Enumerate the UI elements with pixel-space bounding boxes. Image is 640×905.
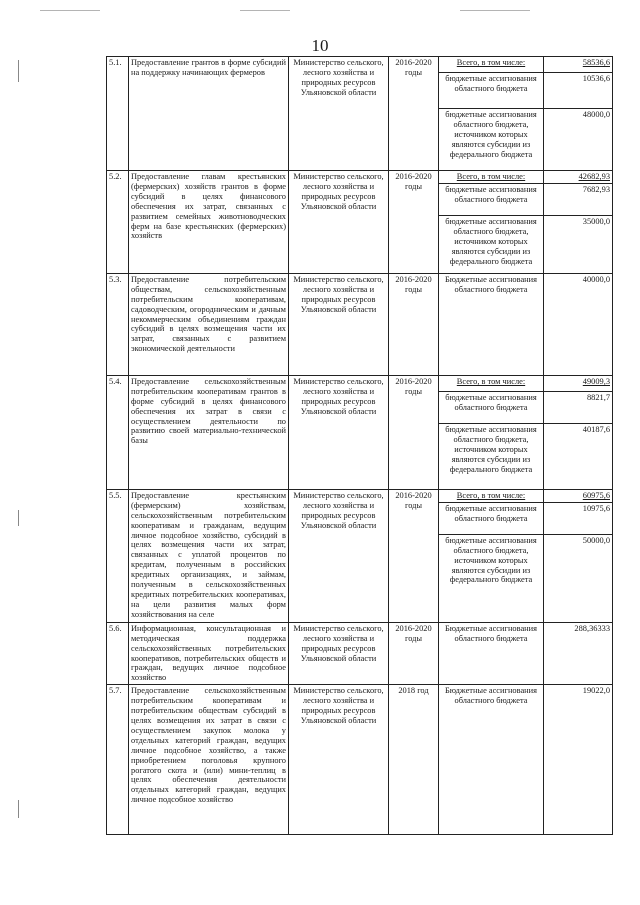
implementation-period: 2016-2020 годы xyxy=(389,273,439,375)
table-row xyxy=(107,375,613,391)
implementation-period: 2016-2020 годы xyxy=(389,171,439,274)
responsible-executor: Министерство сельского, лесного хозяйства и природных ресурсов Ульяновской области xyxy=(289,171,389,274)
scan-artifact xyxy=(18,800,19,818)
responsible-executor: Министерство сельского, лесного хозяйства и природных ресурсов Ульяновской области xyxy=(289,57,389,171)
funding-amount: 58536,6 xyxy=(544,57,613,73)
measure-description: Информационная, консультационная и методическая поддержка сельскохозяйственных потребительских кооперативов, потребительских обществ и граждан, ведущих личное подсобное хозяйство xyxy=(129,622,289,684)
measure-number: 5.4. xyxy=(107,375,129,489)
funding-source: Бюджетные ассигнования областного бюджета xyxy=(439,622,544,684)
funding-amount: 8821,7 xyxy=(544,391,613,423)
funding-source: Всего, в том числе: xyxy=(439,171,544,184)
funding-amount: 7682,93 xyxy=(544,183,613,215)
funding-source: Всего, в том числе: xyxy=(439,375,544,391)
table-body xyxy=(107,57,613,835)
funding-source: Всего, в том числе: xyxy=(439,57,544,73)
table-row xyxy=(107,273,613,375)
measure-description: Предоставление потребительским обществам, сельскохозяйственным потребительским кооперативам, садоводческим, огородническим и дачным некоммерческим объединениям граждан субсидий в целях возмещения части их затрат, связанных с развитием экономической деятельности xyxy=(129,273,289,375)
scan-artifact xyxy=(40,10,100,11)
implementation-period: 2016-2020 годы xyxy=(389,57,439,171)
funding-source: Бюджетные ассигнования областного бюджета xyxy=(439,685,544,835)
table-row xyxy=(107,489,613,502)
funding-amount: 10975,6 xyxy=(544,502,613,534)
measure-number: 5.2. xyxy=(107,171,129,274)
funding-source: бюджетные ассигнования областного бюджета, источником которых являются субсидии из федерального бюджета xyxy=(439,534,544,622)
scan-artifact xyxy=(18,60,19,82)
responsible-executor: Министерство сельского, лесного хозяйства и природных ресурсов Ульяновской области xyxy=(289,489,389,622)
measure-number: 5.7. xyxy=(107,685,129,835)
funding-amount: 35000,0 xyxy=(544,215,613,273)
implementation-period: 2016-2020 годы xyxy=(389,622,439,684)
funding-amount: 10536,6 xyxy=(544,73,613,109)
measure-number: 5.1. xyxy=(107,57,129,171)
page-number: 10 xyxy=(311,36,329,55)
funding-amount: 40000,0 xyxy=(544,273,613,375)
funding-source: Бюджетные ассигнования областного бюджета xyxy=(439,273,544,375)
funding-amount: 288,36333 xyxy=(544,622,613,684)
implementation-period: 2016-2020 годы xyxy=(389,489,439,622)
funding-source: бюджетные ассигнования областного бюджета xyxy=(439,183,544,215)
measure-description: Предоставление сельскохозяйственным потребительским кооперативам грантов в форме субсидий в целях финансового обеспечения их затрат в связи с осуществлением деятельности по развитию своей материально-технической базы xyxy=(129,375,289,489)
measure-description: Предоставление главам крестьянских (фермерских) хозяйств грантов в форме субсидий в целях финансового обеспечения их затрат, связанных с развитием семейных животноводческих ферм на базе крестьянских (фермерских) хозяйств xyxy=(129,171,289,274)
table-row xyxy=(107,685,613,835)
implementation-period: 2016-2020 годы xyxy=(389,375,439,489)
measure-description: Предоставление грантов в форме субсидий на поддержку начинающих фермеров xyxy=(129,57,289,171)
table-row xyxy=(107,57,613,73)
funding-source: бюджетные ассигнования областного бюджета, источником которых являются субсидии из федерального бюджета xyxy=(439,109,544,171)
funding-amount: 19022,0 xyxy=(544,685,613,835)
program-measures-table xyxy=(106,56,613,835)
funding-amount: 40187,6 xyxy=(544,423,613,489)
implementation-period: 2018 год xyxy=(389,685,439,835)
responsible-executor: Министерство сельского, лесного хозяйства и природных ресурсов Ульяновской области xyxy=(289,375,389,489)
funding-amount: 49009,3 xyxy=(544,375,613,391)
funding-source: бюджетные ассигнования областного бюджета xyxy=(439,391,544,423)
measure-description: Предоставление крестьянским (фермерским) хозяйствам, сельскохозяйственным потребительским кооперативам и гражданам, ведущим личное подсобное хозяйство, субсидий в целях возмещения части их затрат, связанных с уплатой процентов по кредитам, полученным в российских кредитных организациях, и займам, полученным в сельскохозяйственных кредитных потребительских кооперативах, на цели развития малых форм хозяйствования на селе xyxy=(129,489,289,622)
funding-source: Всего, в том числе: xyxy=(439,489,544,502)
measure-description: Предоставление сельскохозяйственным потребительским кооперативам и потребительским обществам субсидий в целях возмещения их затрат в связи с осуществлением закупок молока у отдельных категорий граждан, ведущих личное подсобное хозяйство, а также приобретением поголовья крупного рогатого скота и (или) мини-теплиц в целях обеспечения деятельности отдельных категорий граждан, ведущих личное подсобное хозяйство xyxy=(129,685,289,835)
responsible-executor: Министерство сельского, лесного хозяйства и природных ресурсов Ульяновской области xyxy=(289,685,389,835)
responsible-executor: Министерство сельского, лесного хозяйства и природных ресурсов Ульяновской области xyxy=(289,273,389,375)
scan-artifact xyxy=(240,10,290,11)
table-row xyxy=(107,171,613,184)
funding-source: бюджетные ассигнования областного бюджета xyxy=(439,502,544,534)
funding-amount: 48000,0 xyxy=(544,109,613,171)
measure-number: 5.3. xyxy=(107,273,129,375)
funding-amount: 42682,93 xyxy=(544,171,613,184)
scan-artifact xyxy=(18,510,19,526)
funding-amount: 60975,6 xyxy=(544,489,613,502)
funding-source: бюджетные ассигнования областного бюджета, источником которых являются субсидии из федерального бюджета xyxy=(439,423,544,489)
measure-number: 5.5. xyxy=(107,489,129,622)
funding-amount: 50000,0 xyxy=(544,534,613,622)
funding-source: бюджетные ассигнования областного бюджета, источником которых являются субсидии из федерального бюджета xyxy=(439,215,544,273)
responsible-executor: Министерство сельского, лесного хозяйства и природных ресурсов Ульяновской области xyxy=(289,622,389,684)
scan-artifact xyxy=(460,10,530,11)
funding-source: бюджетные ассигнования областного бюджета xyxy=(439,73,544,109)
measure-number: 5.6. xyxy=(107,622,129,684)
table-row xyxy=(107,622,613,684)
